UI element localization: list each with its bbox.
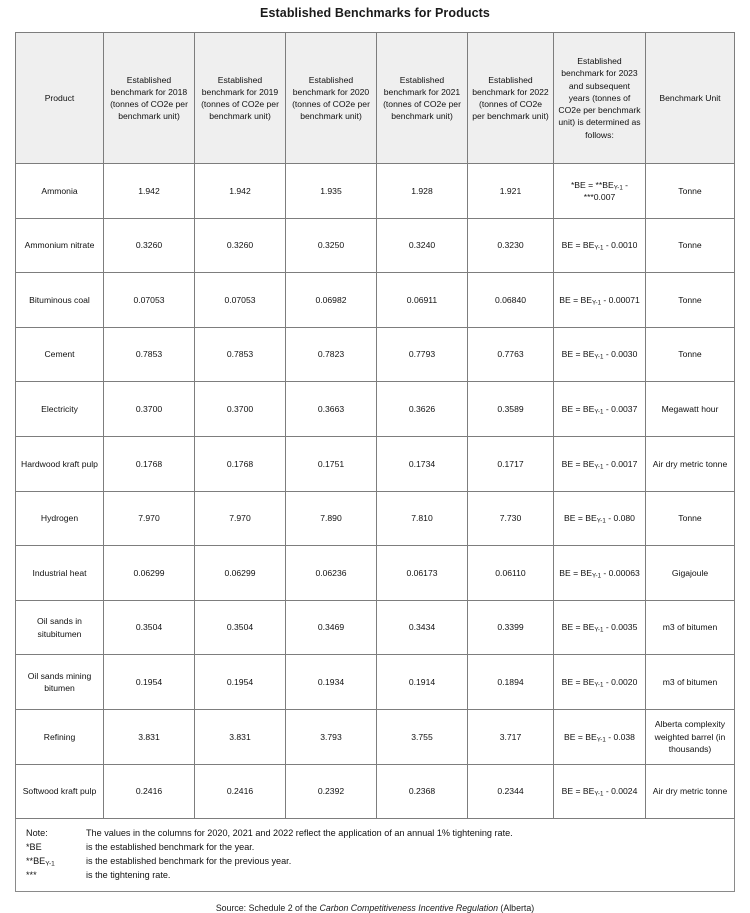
cell-benchmark-unit: m3 of bitumen (646, 600, 735, 655)
formula-prefix: BE = BE (559, 567, 592, 578)
cell-product: Cement (16, 327, 104, 382)
cell-product: Electricity (16, 382, 104, 437)
cell-2018: 0.07053 (104, 273, 195, 328)
cell-2023-formula (554, 709, 646, 764)
cell-product: Refining (16, 709, 104, 764)
formula-prefix: BE = BE (561, 677, 595, 688)
cell-2023-formula (554, 218, 646, 273)
cell-2021: 0.7793 (377, 327, 468, 382)
note-label-text: *BE (26, 842, 42, 853)
formula-subscript: Y-1 (613, 184, 623, 192)
column-header-2020: Established benchmark for 2020 (tonnes of CO2e per benchmark unit) (286, 33, 377, 164)
cell-product: Oil sands in situbitumen (16, 600, 104, 655)
cell-2019: 3.831 (195, 709, 286, 764)
formula-prefix: BE = BE (561, 622, 595, 633)
formula-suffix: - 0.0024 (603, 786, 638, 797)
table-row (16, 655, 735, 710)
note-label-text: **BE (26, 856, 46, 867)
table-row (16, 709, 735, 764)
cell-2019: 0.3260 (195, 218, 286, 273)
column-header-2023-formula: Established benchmark for 2023 and subsequent years (tonnes of CO2e per benchmark unit) is determined as follows: (554, 33, 646, 164)
cell-2021: 0.3240 (377, 218, 468, 273)
note-label (26, 854, 86, 868)
note-text: is the established benchmark for the year. (86, 842, 255, 853)
cell-2018: 0.3504 (104, 600, 195, 655)
cell-2018: 0.3700 (104, 382, 195, 437)
formula-suffix: - 0.0037 (603, 404, 638, 415)
cell-2021: 7.810 (377, 491, 468, 546)
table-row (16, 273, 735, 328)
table-header-row (16, 33, 735, 164)
cell-benchmark-unit: Tonne (646, 273, 735, 328)
cell-product: Hardwood kraft pulp (16, 436, 104, 491)
cell-2018: 0.3260 (104, 218, 195, 273)
cell-benchmark-unit: Alberta complexity weighted barrel (in thousands) (646, 709, 735, 764)
cell-2021: 0.2368 (377, 764, 468, 819)
cell-2020: 0.3250 (286, 218, 377, 273)
page-title: Established Benchmarks for Products (260, 6, 490, 20)
formula-subscript: Y-1 (594, 790, 604, 798)
cell-2020: 1.935 (286, 164, 377, 219)
cell-2023-formula (554, 600, 646, 655)
formula-prefix: BE = BE (564, 513, 597, 524)
cell-2022: 0.1717 (468, 436, 554, 491)
note-label (26, 840, 86, 854)
formula-prefix: BE = BE (561, 349, 595, 360)
cell-product: Industrial heat (16, 546, 104, 601)
cell-2022: 0.06840 (468, 273, 554, 328)
cell-2019: 0.7853 (195, 327, 286, 382)
note-label (26, 826, 86, 840)
column-header-2022: Established benchmark for 2022 (tonnes of CO2e per benchmark unit) (468, 33, 554, 164)
cell-benchmark-unit: Tonne (646, 327, 735, 382)
table-row (16, 436, 735, 491)
cell-2020: 0.3469 (286, 600, 377, 655)
source-suffix: (Alberta) (497, 902, 535, 913)
cell-2018: 0.1954 (104, 655, 195, 710)
formula-prefix: BE = BE (561, 404, 595, 415)
cell-2023-formula (554, 327, 646, 382)
formula-subscript: Y-1 (591, 299, 602, 307)
note-text: is the tightening rate. (86, 870, 171, 881)
cell-2021: 0.3626 (377, 382, 468, 437)
formula-suffix: - 0.0017 (603, 458, 638, 469)
formula-subscript: Y-1 (594, 626, 604, 634)
cell-2023-formula (554, 491, 646, 546)
cell-2018: 3.831 (104, 709, 195, 764)
cell-2020: 0.06236 (286, 546, 377, 601)
cell-product: Hydrogen (16, 491, 104, 546)
cell-2018: 0.1768 (104, 436, 195, 491)
cell-2020: 0.1751 (286, 436, 377, 491)
formula-suffix: - 0.0010 (603, 240, 638, 251)
cell-2023-formula (554, 655, 646, 710)
cell-2019: 0.3700 (195, 382, 286, 437)
cell-benchmark-unit: Air dry metric tonne (646, 436, 735, 491)
cell-product: Ammonium nitrate (16, 218, 104, 273)
cell-2022: 3.717 (468, 709, 554, 764)
cell-2020: 0.7823 (286, 327, 377, 382)
note-row (26, 826, 724, 840)
note-label (26, 868, 86, 882)
cell-2019: 0.1954 (195, 655, 286, 710)
cell-2018: 0.2416 (104, 764, 195, 819)
cell-product: Bituminous coal (16, 273, 104, 328)
formula-suffix: - 0.0035 (603, 622, 638, 633)
formula-subscript: Y-1 (594, 244, 604, 252)
formula-subscript: Y-1 (594, 354, 604, 362)
notes-list (26, 826, 724, 882)
formula-prefix: BE = BE (561, 240, 595, 251)
formula-suffix: - 0.038 (605, 731, 635, 742)
notes-box (15, 819, 735, 891)
table-row (16, 382, 735, 437)
cell-2019: 0.2416 (195, 764, 286, 819)
cell-2020: 0.1934 (286, 655, 377, 710)
table-row (16, 546, 735, 601)
cell-benchmark-unit: Megawatt hour (646, 382, 735, 437)
cell-2021: 0.1734 (377, 436, 468, 491)
cell-2022: 7.730 (468, 491, 554, 546)
cell-benchmark-unit: Gigajoule (646, 546, 735, 601)
cell-2023-formula (554, 382, 646, 437)
note-label-text: *** (26, 870, 37, 881)
cell-benchmark-unit: Tonne (646, 218, 735, 273)
formula-prefix: BE = BE (561, 786, 595, 797)
cell-benchmark-unit: Air dry metric tonne (646, 764, 735, 819)
cell-2023-formula (554, 764, 646, 819)
note-text: The values in the columns for 2020, 2021 and 2022 reflect the application of an annual 1% tightening rate. (86, 828, 513, 839)
cell-2019: 7.970 (195, 491, 286, 546)
column-header-2019: Established benchmark for 2019 (tonnes of CO2e per benchmark unit) (195, 33, 286, 164)
established-benchmarks-table (15, 32, 735, 819)
cell-product: Softwood kraft pulp (16, 764, 104, 819)
cell-product: Oil sands mining bitumen (16, 655, 104, 710)
cell-2018: 0.7853 (104, 327, 195, 382)
cell-2018: 0.06299 (104, 546, 195, 601)
table-row (16, 764, 735, 819)
formula-prefix: BE = BE (559, 294, 592, 305)
formula-prefix: BE = BE (561, 458, 595, 469)
formula-suffix: - ***0.007 (583, 179, 629, 202)
cell-product: Ammonia (16, 164, 104, 219)
cell-2019: 0.3504 (195, 600, 286, 655)
cell-2023-formula (554, 436, 646, 491)
formula-suffix: - 0.0030 (603, 349, 638, 360)
formula-suffix: - 0.00071 (601, 294, 640, 305)
formula-prefix: *BE = **BE (570, 179, 614, 190)
formula-subscript: Y-1 (591, 572, 602, 580)
cell-2021: 0.3434 (377, 600, 468, 655)
formula-suffix: - 0.00063 (601, 567, 640, 578)
cell-2023-formula (554, 546, 646, 601)
cell-2020: 0.3663 (286, 382, 377, 437)
note-label-text: Note: (26, 828, 48, 839)
cell-2022: 0.3399 (468, 600, 554, 655)
formula-subscript: Y-1 (594, 681, 604, 689)
cell-benchmark-unit: Tonne (646, 491, 735, 546)
cell-2021: 1.928 (377, 164, 468, 219)
cell-2021: 3.755 (377, 709, 468, 764)
cell-2023-formula (554, 164, 646, 219)
formula-subscript: Y-1 (594, 463, 604, 471)
cell-2020: 0.06982 (286, 273, 377, 328)
table-header (16, 33, 735, 164)
column-header-benchmark-unit: Benchmark Unit (646, 33, 735, 164)
cell-2021: 0.06173 (377, 546, 468, 601)
cell-2022: 1.921 (468, 164, 554, 219)
table-row (16, 327, 735, 382)
table-body (16, 164, 735, 819)
cell-2022: 0.3589 (468, 382, 554, 437)
table-row (16, 164, 735, 219)
cell-2019: 0.1768 (195, 436, 286, 491)
cell-benchmark-unit: Tonne (646, 164, 735, 219)
formula-subscript: Y-1 (594, 408, 604, 416)
formula-suffix: - 0.080 (605, 513, 635, 524)
formula-subscript: Y-1 (596, 736, 606, 744)
cell-2019: 0.07053 (195, 273, 286, 328)
cell-2020: 0.2392 (286, 764, 377, 819)
cell-2021: 0.1914 (377, 655, 468, 710)
table-row (16, 600, 735, 655)
cell-benchmark-unit: m3 of bitumen (646, 655, 735, 710)
note-row (26, 854, 724, 868)
cell-2019: 1.942 (195, 164, 286, 219)
table-row (16, 491, 735, 546)
cell-2023-formula (554, 273, 646, 328)
cell-2022: 0.1894 (468, 655, 554, 710)
formula-subscript: Y-1 (596, 517, 606, 525)
source-regulation-title: Carbon Competitiveness Incentive Regulation (319, 902, 498, 913)
source-prefix: Source: Schedule 2 of the (215, 902, 320, 913)
note-row (26, 840, 724, 854)
cell-2019: 0.06299 (195, 546, 286, 601)
cell-2018: 7.970 (104, 491, 195, 546)
column-header-product: Product (16, 33, 104, 164)
cell-2020: 3.793 (286, 709, 377, 764)
cell-2022: 0.7763 (468, 327, 554, 382)
note-label-subscript: Y-1 (45, 860, 55, 868)
cell-2018: 1.942 (104, 164, 195, 219)
formula-prefix: BE = BE (564, 731, 597, 742)
cell-2022: 0.2344 (468, 764, 554, 819)
cell-2022: 0.06110 (468, 546, 554, 601)
cell-2021: 0.06911 (377, 273, 468, 328)
formula-suffix: - 0.0020 (603, 677, 638, 688)
benchmarks-table-container (15, 32, 735, 819)
table-row (16, 218, 735, 273)
column-header-2018: Established benchmark for 2018 (tonnes of CO2e per benchmark unit) (104, 33, 195, 164)
note-row (26, 868, 724, 882)
note-text: is the established benchmark for the previous year. (86, 856, 292, 867)
cell-2022: 0.3230 (468, 218, 554, 273)
column-header-2021: Established benchmark for 2021 (tonnes of CO2e per benchmark unit) (377, 33, 468, 164)
cell-2020: 7.890 (286, 491, 377, 546)
